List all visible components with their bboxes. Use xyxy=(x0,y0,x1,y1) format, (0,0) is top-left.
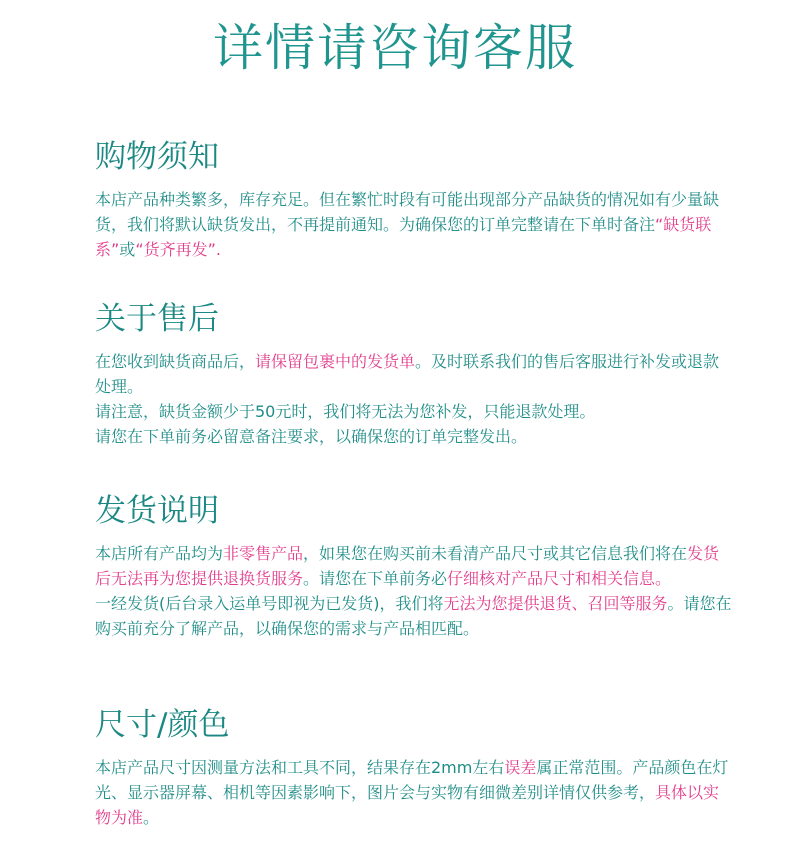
text-segment: 或 xyxy=(119,240,136,259)
highlight-segment: “货齐再发”. xyxy=(135,240,221,259)
text-segment: 。请您在下单前务必 xyxy=(303,569,448,588)
text-segment: 。及时联系我们的售后客服进行补发或退款处理。 xyxy=(95,352,720,396)
section-shopping-notice xyxy=(95,137,735,262)
highlight-segment: 具体以实物为准 xyxy=(95,783,720,827)
highlight-segment: 发货后无法再为您提供退换货服务 xyxy=(95,544,720,588)
text-segment: 请您在下单前务必留意备注要求，以确保您的订单完整发出。 xyxy=(95,427,528,446)
highlight-segment: 非零售产品 xyxy=(223,544,304,563)
text-segment: 本店所有产品均为 xyxy=(95,544,224,563)
text-segment: 属正常范围。产品颜色在灯光、显示器屏幕、相机等因素影响下，图片会与实物有细微差别详情仅供参考， xyxy=(95,758,729,802)
paragraph xyxy=(95,591,735,641)
section-heading: 尺寸/颜色 xyxy=(95,707,230,743)
text-segment: 请注意，缺货金额少于50元时，我们将无法为您补发，只能退款处理。 xyxy=(95,402,596,421)
section-shipping-info xyxy=(95,491,735,641)
section-heading: 关于售后 xyxy=(95,301,219,337)
paragraph xyxy=(95,424,735,449)
paragraph xyxy=(95,541,735,591)
highlight-segment: “缺货联系” xyxy=(95,215,712,259)
text-segment: 在您收到缺货商品后， xyxy=(95,352,256,371)
paragraph xyxy=(95,399,735,424)
section-size-color xyxy=(95,705,735,830)
section-after-sales xyxy=(95,299,735,449)
text-segment: ，如果您在购买前未看清产品尺寸或其它信息我们将在 xyxy=(303,544,688,563)
section-body xyxy=(95,755,735,830)
highlight-segment: 误差 xyxy=(504,758,537,777)
highlight-segment: 无法为您提供退货、召回等服务 xyxy=(443,594,668,613)
section-body xyxy=(95,349,735,449)
paragraph xyxy=(95,187,735,262)
paragraph xyxy=(95,349,735,399)
page-title: 详情请咨询客服 xyxy=(213,19,577,77)
highlight-segment: 仔细核对产品尺寸和相关信息 xyxy=(447,569,656,588)
section-body xyxy=(95,541,735,641)
paragraph xyxy=(95,755,735,830)
section-heading: 购物须知 xyxy=(95,139,219,175)
text-segment: 。请您在购买前充分了解产品，以确保您的需求与产品相匹配。 xyxy=(95,594,732,638)
text-segment: 本店产品种类繁多，库存充足。但在繁忙时段有可能出现部分产品缺货的情况如有少量缺货，我们将默认缺货发出，不再提前通知。为确保您的订单完整请在下单时备注 xyxy=(95,190,720,234)
highlight-segment: 。 xyxy=(655,569,672,588)
section-heading: 发货说明 xyxy=(95,493,219,529)
text-segment: 本店产品尺寸因测量方法和工具不同，结果存在2mm左右 xyxy=(95,758,505,777)
section-body xyxy=(95,187,735,262)
text-segment: 一经发货(后台录入运单号即视为已发货)，我们将 xyxy=(95,594,444,613)
highlight-segment: 请保留包裹中的发货单 xyxy=(255,352,416,371)
text-segment: 。 xyxy=(143,808,160,827)
